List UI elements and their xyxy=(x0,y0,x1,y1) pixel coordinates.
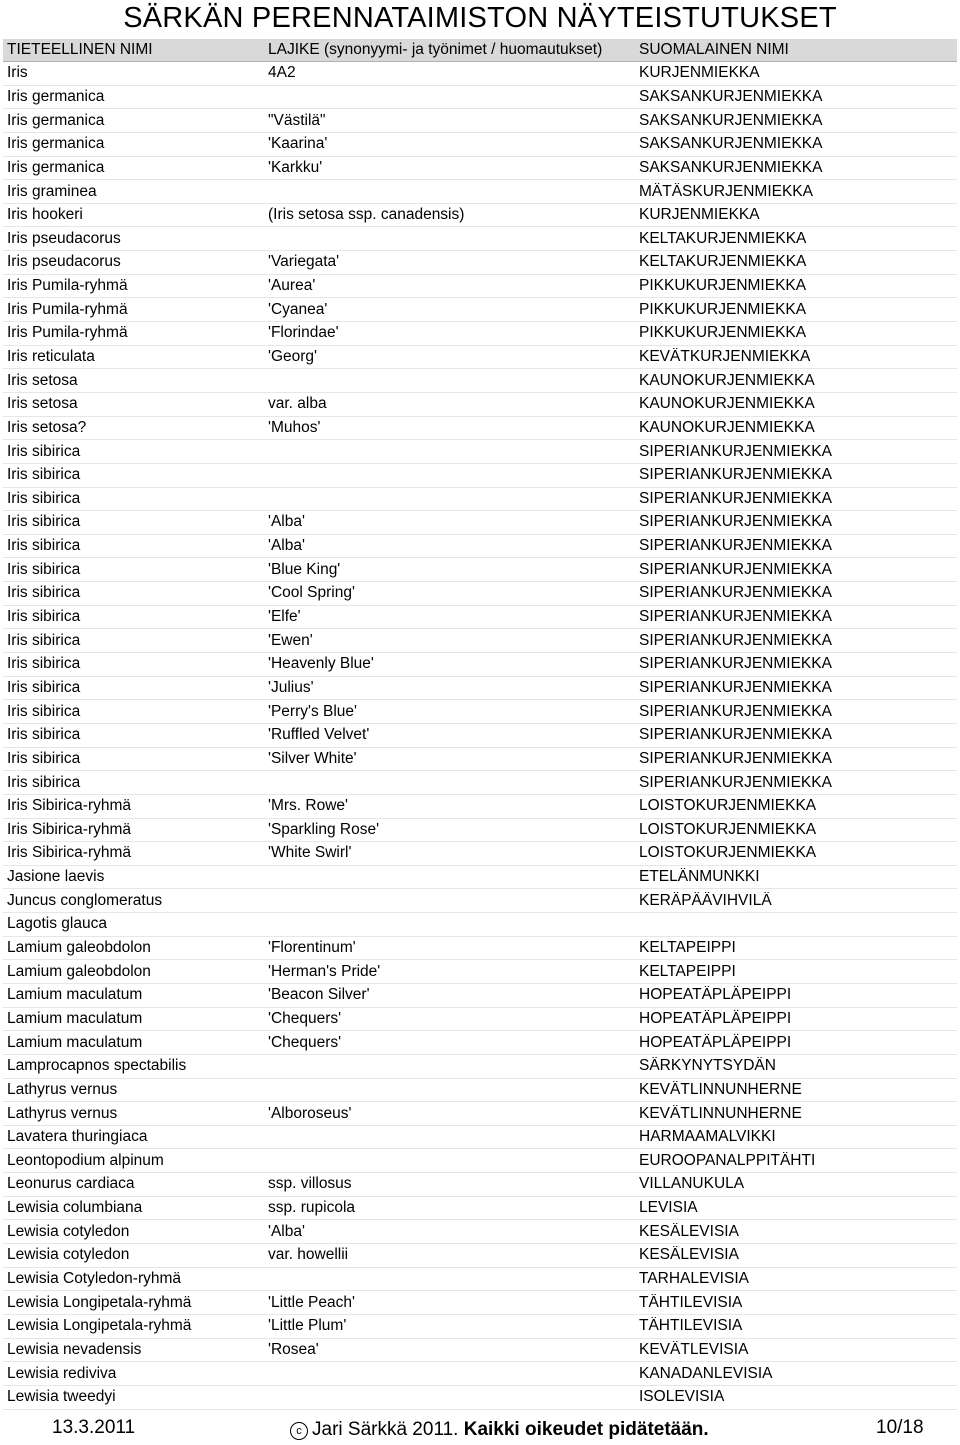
finnish-name-cell: LOISTOKURJENMIEKKA xyxy=(639,844,817,862)
scientific-name-cell: Iris sibirica xyxy=(7,749,81,767)
scientific-name-cell: Iris sibirica xyxy=(7,560,81,578)
cultivar-cell: 4A2 xyxy=(268,64,296,82)
finnish-name-cell: KANADANLEVISIA xyxy=(639,1364,773,1382)
scientific-name-cell: Juncus conglomeratus xyxy=(7,891,163,909)
table-row xyxy=(3,1008,957,1032)
table-row xyxy=(3,109,957,133)
table-row xyxy=(3,464,957,488)
scientific-name-cell: Iris sibirica xyxy=(7,513,81,531)
table-row xyxy=(3,1244,957,1268)
scientific-name-cell: Iris sibirica xyxy=(7,726,81,744)
table-row xyxy=(3,913,957,937)
scientific-name-cell: Iris pseudacorus xyxy=(7,229,121,247)
scientific-name-cell: Jasione laevis xyxy=(7,868,105,886)
table-row xyxy=(3,1315,957,1339)
footer-page-number: 10/18 xyxy=(876,1417,924,1438)
scientific-name-cell: Iris hookeri xyxy=(7,206,83,224)
scientific-name-cell: Iris setosa xyxy=(7,371,78,389)
table-row xyxy=(3,1220,957,1244)
scientific-name-cell: Iris xyxy=(7,64,28,82)
cultivar-cell: 'Alboroseus' xyxy=(268,1104,352,1122)
table-row xyxy=(3,393,957,417)
cultivar-cell: 'Alba' xyxy=(268,513,305,531)
finnish-name-cell: ISOLEVISIA xyxy=(639,1388,725,1406)
finnish-name-cell: KELTAKURJENMIEKKA xyxy=(639,229,807,247)
table-row xyxy=(3,1386,957,1410)
scientific-name-cell: Lewisia Longipetala-ryhmä xyxy=(7,1293,192,1311)
scientific-name-cell: Iris germanica xyxy=(7,158,105,176)
table-row xyxy=(3,700,957,724)
table-row xyxy=(3,62,957,86)
cultivar-cell: 'Rosea' xyxy=(268,1340,319,1358)
table-row xyxy=(3,1362,957,1386)
table-row xyxy=(3,842,957,866)
cultivar-cell: 'Georg' xyxy=(268,348,317,365)
scientific-name-cell: Iris reticulata xyxy=(7,348,95,365)
scientific-name-cell: Iris Pumila-ryhmä xyxy=(7,324,128,342)
cultivar-cell: 'Cool Spring' xyxy=(268,584,355,602)
finnish-name-cell: KELTAKURJENMIEKKA xyxy=(639,253,807,271)
table-row xyxy=(3,606,957,630)
table-row xyxy=(3,157,957,181)
scientific-name-cell: Iris sibirica xyxy=(7,702,81,720)
finnish-name-cell: EUROOPANALPPITÄHTI xyxy=(639,1151,816,1169)
scientific-name-cell: Lamium galeobdolon xyxy=(7,939,151,957)
scientific-name-cell: Iris sibirica xyxy=(7,537,81,555)
table-row xyxy=(3,511,957,535)
scientific-name-cell: Iris germanica xyxy=(7,135,105,153)
cultivar-cell: 'Alba' xyxy=(268,1222,305,1240)
table-row xyxy=(3,86,957,110)
cultivar-cell: 'Aurea' xyxy=(268,277,316,295)
table-row xyxy=(3,1339,957,1363)
finnish-name-cell: SIPERIANKURJENMIEKKA xyxy=(639,537,832,555)
cultivar-cell: 'Florentinum' xyxy=(268,939,356,957)
table-row xyxy=(3,724,957,748)
cultivar-cell: 'Ewen' xyxy=(268,631,313,649)
cultivar-cell: (Iris setosa ssp. canadensis) xyxy=(268,206,465,224)
cultivar-cell: 'Elfe' xyxy=(268,608,301,626)
finnish-name-cell: KEVÄTKURJENMIEKKA xyxy=(639,348,811,365)
table-row xyxy=(3,629,957,653)
scientific-name-cell: Iris Pumila-ryhmä xyxy=(7,300,128,318)
scientific-name-cell: Lathyrus vernus xyxy=(7,1104,118,1122)
finnish-name-cell: LEVISIA xyxy=(639,1199,698,1217)
table-header-row xyxy=(3,39,957,62)
header-finnish-name: SUOMALAINEN NIMI xyxy=(639,41,789,58)
scientific-name-cell: Lewisia nevadensis xyxy=(7,1340,142,1358)
finnish-name-cell: SIPERIANKURJENMIEKKA xyxy=(639,608,832,626)
finnish-name-cell: SIPERIANKURJENMIEKKA xyxy=(639,466,832,484)
finnish-name-cell: LOISTOKURJENMIEKKA xyxy=(639,820,817,838)
header-cultivar: LAJIKE (synonyymi- ja työnimet / huomautukset) xyxy=(268,41,603,58)
cultivar-cell: 'Sparkling Rose' xyxy=(268,820,380,838)
scientific-name-cell: Iris graminea xyxy=(7,182,97,200)
scientific-name-cell: Iris germanica xyxy=(7,87,105,105)
finnish-name-cell: SIPERIANKURJENMIEKKA xyxy=(639,702,832,720)
scientific-name-cell: Iris sibirica xyxy=(7,631,81,649)
scientific-name-cell: Leonurus cardiaca xyxy=(7,1175,135,1193)
scientific-name-cell: Iris Pumila-ryhmä xyxy=(7,277,128,295)
finnish-name-cell: LOISTOKURJENMIEKKA xyxy=(639,797,817,815)
cultivar-cell: 'Beacon Silver' xyxy=(268,986,370,1004)
copyright-rights: Kaikki oikeudet pidätetään. xyxy=(463,1419,709,1440)
copyright-author: Jari Särkkä 2011. xyxy=(312,1419,459,1440)
table-row xyxy=(3,771,957,795)
finnish-name-cell: SIPERIANKURJENMIEKKA xyxy=(639,442,832,460)
table-row xyxy=(3,133,957,157)
cultivar-cell: 'Silver White' xyxy=(268,749,357,767)
finnish-name-cell: SIPERIANKURJENMIEKKA xyxy=(639,773,832,791)
scientific-name-cell: Iris germanica xyxy=(7,111,105,129)
finnish-name-cell: PIKKUKURJENMIEKKA xyxy=(639,300,807,318)
table-row xyxy=(3,748,957,772)
cultivar-cell: 'Julius' xyxy=(268,678,314,696)
scientific-name-cell: Iris sibirica xyxy=(7,655,81,673)
finnish-name-cell: SIPERIANKURJENMIEKKA xyxy=(639,749,832,767)
table-row xyxy=(3,346,957,370)
cultivar-cell: 'Florindae' xyxy=(268,324,339,342)
table-row xyxy=(3,1031,957,1055)
copyright-icon: c xyxy=(290,1422,308,1440)
scientific-name-cell: Lamprocapnos spectabilis xyxy=(7,1057,187,1075)
finnish-name-cell: PIKKUKURJENMIEKKA xyxy=(639,324,807,342)
table-row xyxy=(3,440,957,464)
finnish-name-cell: KESÄLEVISIA xyxy=(639,1246,739,1264)
scientific-name-cell: Iris sibirica xyxy=(7,678,81,696)
scientific-name-cell: Lavatera thuringiaca xyxy=(7,1128,148,1146)
table-row xyxy=(3,251,957,275)
cultivar-cell: 'Little Plum' xyxy=(268,1317,347,1335)
cultivar-cell: var. alba xyxy=(268,395,327,413)
finnish-name-cell: PIKKUKURJENMIEKKA xyxy=(639,277,807,295)
scientific-name-cell: Lewisia cotyledon xyxy=(7,1222,130,1240)
finnish-name-cell: KESÄLEVISIA xyxy=(639,1222,739,1240)
table-row xyxy=(3,180,957,204)
finnish-name-cell: SAKSANKURJENMIEKKA xyxy=(639,111,823,129)
table-row xyxy=(3,298,957,322)
scientific-name-cell: Lathyrus vernus xyxy=(7,1080,118,1098)
cultivar-cell: 'Little Peach' xyxy=(268,1293,355,1311)
cultivar-cell: 'Alba' xyxy=(268,537,305,555)
cultivar-cell: 'Heavenly Blue' xyxy=(268,655,374,673)
table-row xyxy=(3,677,957,701)
cultivar-cell: 'Muhos' xyxy=(268,418,321,436)
scientific-name-cell: Lagotis glauca xyxy=(7,915,107,933)
finnish-name-cell: VILLANUKULA xyxy=(639,1175,745,1193)
cultivar-cell: 'Chequers' xyxy=(268,1033,342,1051)
table-row xyxy=(3,795,957,819)
scientific-name-cell: Iris sibirica xyxy=(7,489,81,507)
cultivar-cell: 'Chequers' xyxy=(268,1009,342,1027)
finnish-name-cell: SIPERIANKURJENMIEKKA xyxy=(639,726,832,744)
scientific-name-cell: Lamium maculatum xyxy=(7,1033,143,1051)
cultivar-cell: 'Kaarina' xyxy=(268,135,328,153)
scientific-name-cell: Lamium maculatum xyxy=(7,1009,143,1027)
finnish-name-cell: KAUNOKURJENMIEKKA xyxy=(639,418,815,436)
finnish-name-cell: SIPERIANKURJENMIEKKA xyxy=(639,655,832,673)
finnish-name-cell: SIPERIANKURJENMIEKKA xyxy=(639,678,832,696)
scientific-name-cell: Lewisia Longipetala-ryhmä xyxy=(7,1317,192,1335)
cultivar-cell: "Västilä" xyxy=(268,111,326,129)
scientific-name-cell: Leontopodium alpinum xyxy=(7,1151,164,1169)
scientific-name-cell: Iris Sibirica-ryhmä xyxy=(7,844,132,862)
finnish-name-cell: SAKSANKURJENMIEKKA xyxy=(639,135,823,153)
finnish-name-cell: SÄRKYNYTSYDÄN xyxy=(639,1057,776,1075)
scientific-name-cell: Lamium maculatum xyxy=(7,986,143,1004)
page-title: SÄRKÄN PERENNATAIMISTON NÄYTEISTUTUKSET xyxy=(123,2,837,34)
finnish-name-cell: TÄHTILEVISIA xyxy=(639,1293,743,1311)
table-row xyxy=(3,1149,957,1173)
scientific-name-cell: Lewisia cotyledon xyxy=(7,1246,130,1264)
scientific-name-cell: Iris setosa xyxy=(7,395,78,413)
table-row xyxy=(3,417,957,441)
finnish-name-cell: TARHALEVISIA xyxy=(639,1269,749,1287)
finnish-name-cell: KEVÄTLINNUNHERNE xyxy=(639,1104,802,1122)
table-row xyxy=(3,1102,957,1126)
finnish-name-cell: SIPERIANKURJENMIEKKA xyxy=(639,489,832,507)
table-row xyxy=(3,937,957,961)
cultivar-cell: 'Mrs. Rowe' xyxy=(268,797,348,815)
finnish-name-cell: KAUNOKURJENMIEKKA xyxy=(639,371,815,389)
table-row xyxy=(3,1126,957,1150)
finnish-name-cell: HARMAAMALVIKKI xyxy=(639,1128,776,1146)
scientific-name-cell: Iris pseudacorus xyxy=(7,253,121,271)
footer-copyright xyxy=(290,1419,709,1441)
scientific-name-cell: Lewisia Cotyledon-ryhmä xyxy=(7,1269,182,1287)
table-row xyxy=(3,227,957,251)
table-row xyxy=(3,984,957,1008)
finnish-name-cell: SIPERIANKURJENMIEKKA xyxy=(639,584,832,602)
table-row xyxy=(3,582,957,606)
scientific-name-cell: Iris Sibirica-ryhmä xyxy=(7,797,132,815)
table-row xyxy=(3,322,957,346)
table-row xyxy=(3,369,957,393)
scientific-name-cell: Iris sibirica xyxy=(7,608,81,626)
table-row xyxy=(3,1079,957,1103)
finnish-name-cell: HOPEATÄPLÄPEIPPI xyxy=(639,1009,792,1027)
scientific-name-cell: Lamium galeobdolon xyxy=(7,962,151,980)
table-body xyxy=(3,62,957,1410)
scientific-name-cell: Iris sibirica xyxy=(7,442,81,460)
cultivar-cell: 'Blue King' xyxy=(268,560,341,578)
finnish-name-cell: HOPEATÄPLÄPEIPPI xyxy=(639,986,792,1004)
table-row xyxy=(3,1268,957,1292)
finnish-name-cell: KEVÄTLEVISIA xyxy=(639,1340,749,1358)
finnish-name-cell: KAUNOKURJENMIEKKA xyxy=(639,395,815,413)
finnish-name-cell: KURJENMIEKKA xyxy=(639,206,760,224)
table-row xyxy=(3,889,957,913)
table-row xyxy=(3,1173,957,1197)
cultivar-cell: ssp. rupicola xyxy=(268,1199,356,1217)
page-footer xyxy=(0,1417,960,1443)
table-row xyxy=(3,488,957,512)
finnish-name-cell: TÄHTILEVISIA xyxy=(639,1317,743,1335)
scientific-name-cell: Iris sibirica xyxy=(7,466,81,484)
scientific-name-cell: Lewisia rediviva xyxy=(7,1364,117,1382)
cultivar-cell: 'Perry's Blue' xyxy=(268,702,357,720)
plant-table xyxy=(3,39,957,1410)
table-row xyxy=(3,866,957,890)
scientific-name-cell: Iris sibirica xyxy=(7,584,81,602)
finnish-name-cell: ETELÄNMUNKKI xyxy=(639,868,760,886)
table-row xyxy=(3,653,957,677)
cultivar-cell: 'Cyanea' xyxy=(268,300,328,318)
table-row xyxy=(3,960,957,984)
table-row xyxy=(3,558,957,582)
table-row xyxy=(3,1055,957,1079)
finnish-name-cell: MÄTÄSKURJENMIEKKA xyxy=(639,182,813,200)
finnish-name-cell: SAKSANKURJENMIEKKA xyxy=(639,158,823,176)
scientific-name-cell: Iris Sibirica-ryhmä xyxy=(7,820,132,838)
scientific-name-cell: Lewisia columbiana xyxy=(7,1199,143,1217)
finnish-name-cell: SIPERIANKURJENMIEKKA xyxy=(639,631,832,649)
finnish-name-cell: SIPERIANKURJENMIEKKA xyxy=(639,513,832,531)
finnish-name-cell: HOPEATÄPLÄPEIPPI xyxy=(639,1033,792,1051)
finnish-name-cell: KERÄPÄÄVIHVILÄ xyxy=(639,891,772,909)
table-row xyxy=(3,819,957,843)
cultivar-cell: 'Ruffled Velvet' xyxy=(268,726,370,744)
header-scientific-name: TIETEELLINEN NIMI xyxy=(7,41,153,58)
table-row xyxy=(3,275,957,299)
finnish-name-cell: KEVÄTLINNUNHERNE xyxy=(639,1080,802,1098)
finnish-name-cell: SAKSANKURJENMIEKKA xyxy=(639,87,823,105)
finnish-name-cell: SIPERIANKURJENMIEKKA xyxy=(639,560,832,578)
finnish-name-cell: KELTAPEIPPI xyxy=(639,962,736,980)
footer-date: 13.3.2011 xyxy=(52,1417,136,1438)
cultivar-cell: 'Variegata' xyxy=(268,253,340,271)
cultivar-cell: 'White Swirl' xyxy=(268,844,352,862)
scientific-name-cell: Iris sibirica xyxy=(7,773,81,791)
cultivar-cell: var. howellii xyxy=(268,1246,349,1264)
cultivar-cell: 'Herman's Pride' xyxy=(268,962,381,980)
scientific-name-cell: Lewisia tweedyi xyxy=(7,1388,116,1406)
table-row xyxy=(3,535,957,559)
finnish-name-cell: KELTAPEIPPI xyxy=(639,939,736,957)
scientific-name-cell: Iris setosa? xyxy=(7,418,87,436)
table-row xyxy=(3,1197,957,1221)
cultivar-cell: ssp. villosus xyxy=(268,1175,352,1193)
finnish-name-cell: KURJENMIEKKA xyxy=(639,64,760,82)
table-row xyxy=(3,204,957,228)
table-row xyxy=(3,1291,957,1315)
cultivar-cell: 'Karkku' xyxy=(268,158,323,176)
